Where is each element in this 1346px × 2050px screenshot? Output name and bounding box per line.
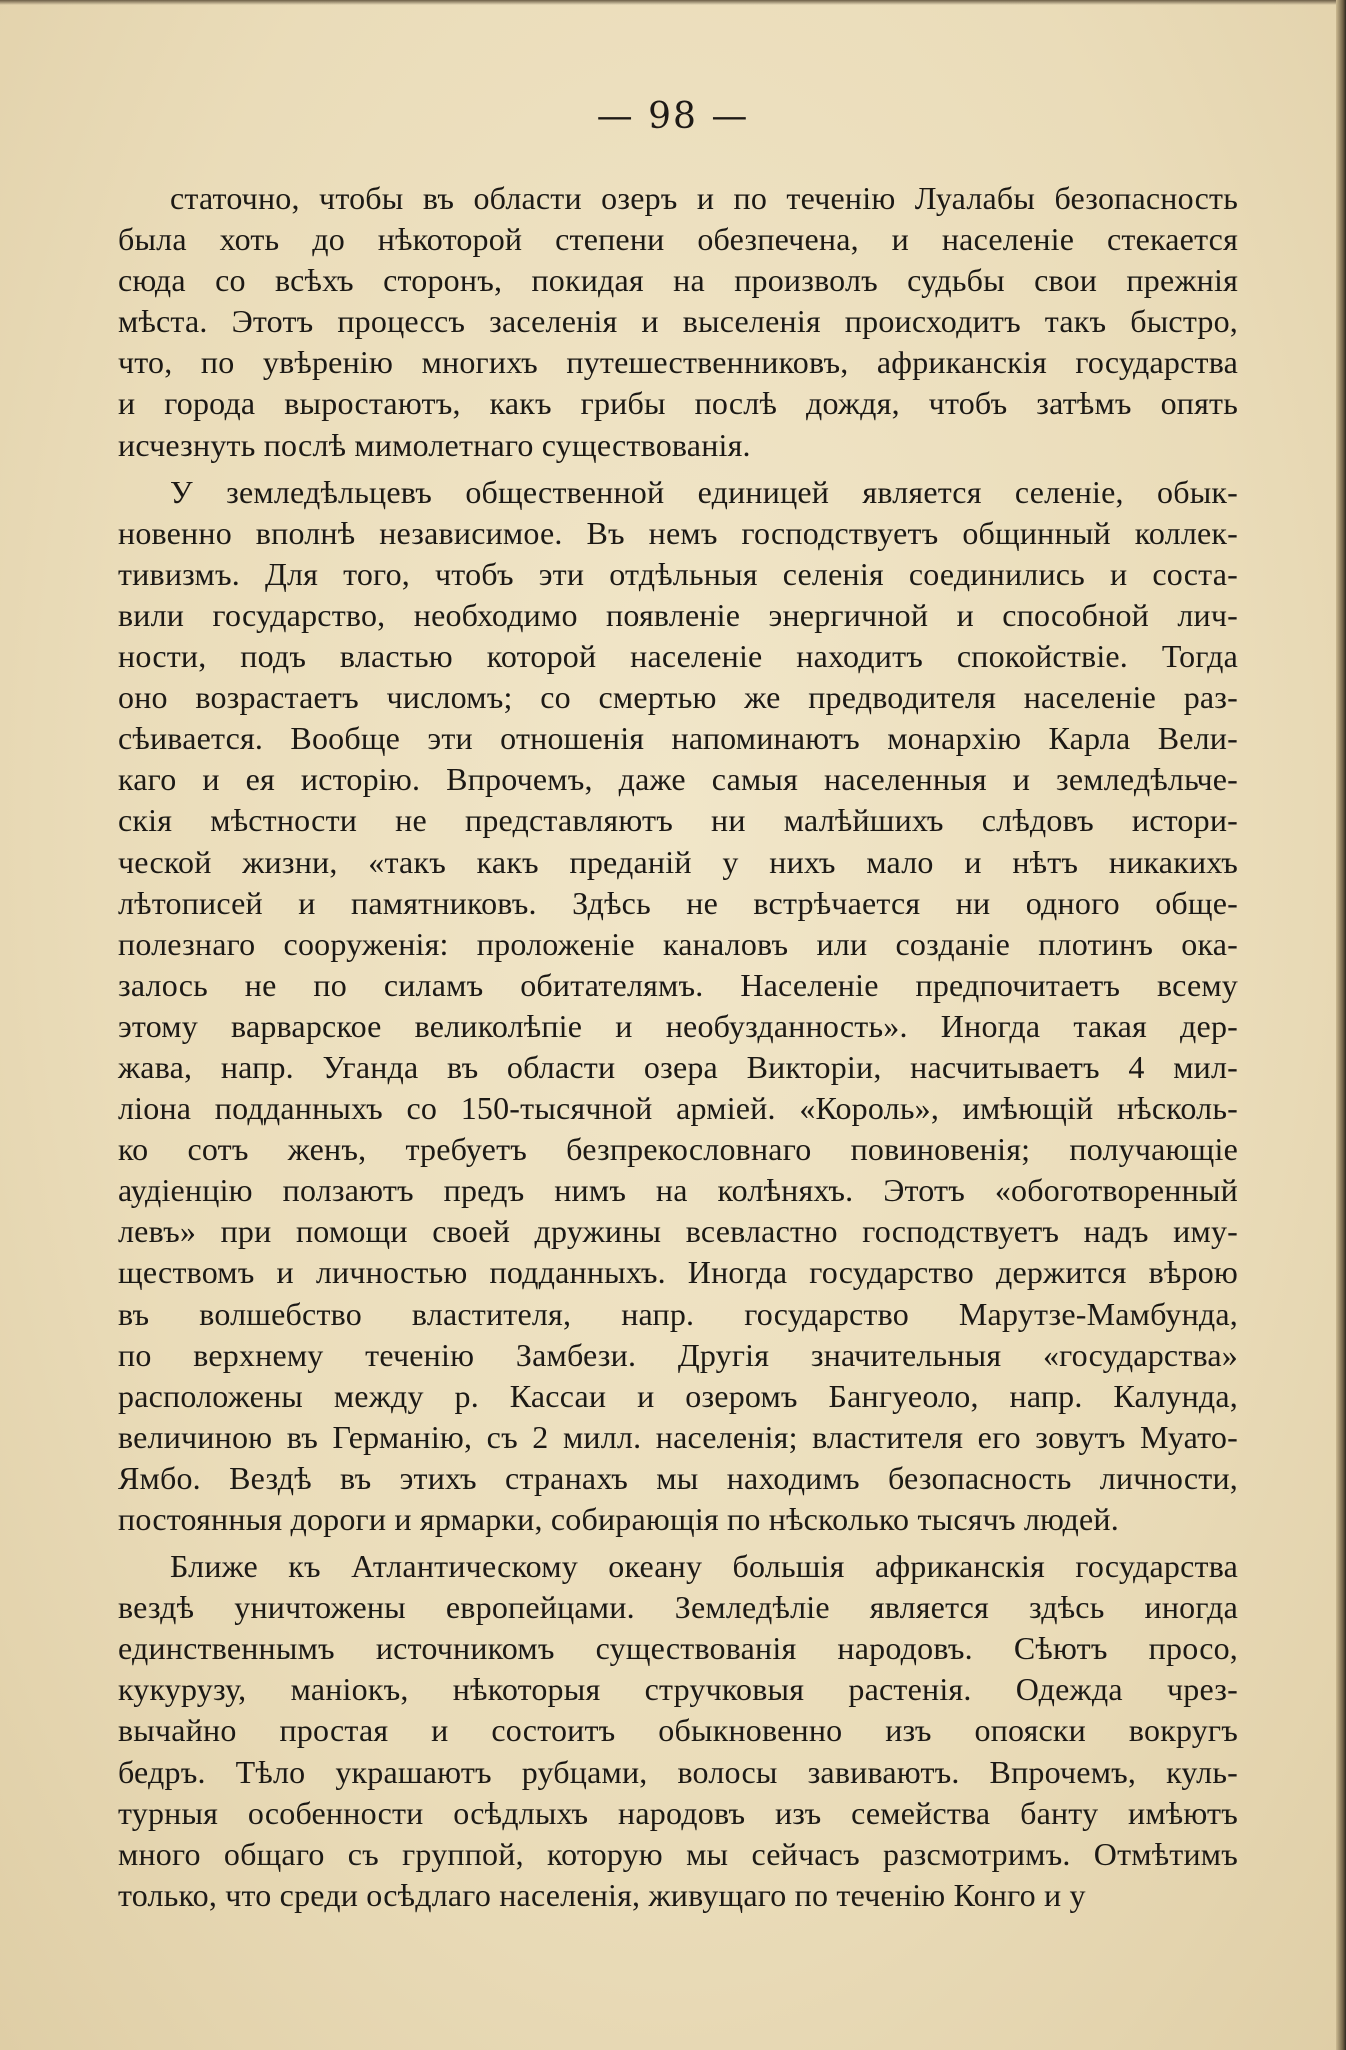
text-line: вычайно простая и состоитъ обыкновенно изъ опояски вокругъ bbox=[118, 1712, 1238, 1749]
text-line: вездѣ уничтожены европейцами. Земледѣліе является здѣсь иногда bbox=[118, 1589, 1238, 1626]
text-line: Ближе къ Атлантическому океану большія африканскія государства bbox=[170, 1548, 1238, 1585]
text-line: единственнымъ источникомъ существованія народовъ. Сѣютъ просо, bbox=[118, 1630, 1238, 1667]
paragraph bbox=[118, 178, 1238, 466]
text-line: и города выростаютъ, какъ грибы послѣ дождя, чтобъ затѣмъ опять bbox=[118, 385, 1238, 422]
text-line: ности, подъ властью которой населеніе находитъ спокойствіе. Тогда bbox=[118, 638, 1238, 675]
text-line: ліона подданныхъ со 150-тысячной арміей. «Король», имѣющій нѣсколь- bbox=[118, 1090, 1238, 1127]
text-line: Ямбо. Вездѣ въ этихъ странахъ мы находимъ безопасность личности, bbox=[118, 1459, 1238, 1496]
text-line: ко сотъ женъ, требуетъ безпрекословнаго повиновенія; получающіе bbox=[118, 1131, 1238, 1168]
text-line: статочно, чтобы въ области озеръ и по теченію Луалабы безопасность bbox=[170, 180, 1238, 216]
text-line: постоянныя дороги и ярмарки, собирающія по нѣсколько тысячъ людей. bbox=[118, 1501, 1119, 1537]
body-text bbox=[118, 178, 1238, 1916]
text-line: аудіенцію ползаютъ предъ нимъ на колѣняхъ. Этотъ «обоготворенный bbox=[118, 1172, 1238, 1209]
text-line: сѣивается. Вообще эти отношенія напоминаютъ монархію Карла Вели- bbox=[118, 720, 1238, 757]
text-line: величиною въ Германію, съ 2 милл. населенія; властителя его зовутъ Муато- bbox=[118, 1418, 1238, 1455]
book-spine-shadow bbox=[1336, 0, 1346, 2050]
text-line: оно возрастаетъ числомъ; со смертью же предводителя населеніе раз- bbox=[118, 679, 1238, 716]
text-line: вили государство, необходимо появленіе энергичной и способной лич- bbox=[118, 596, 1238, 633]
text-line: тивизмъ. Для того, чтобъ эти отдѣльныя селенія соединились и соста- bbox=[118, 555, 1238, 592]
text-line: полезнаго сооруженія: проложеніе каналовъ или созданіе плотинъ ока- bbox=[118, 925, 1238, 962]
text-line: много общаго съ группой, которую мы сейчасъ разсмотримъ. Отмѣтимъ bbox=[118, 1835, 1238, 1872]
text-line: ческой жизни, «такъ какъ преданій у нихъ мало и нѣтъ никакихъ bbox=[118, 843, 1238, 880]
paragraph bbox=[118, 472, 1238, 1540]
text-line: что, по увѣренію многихъ путешественниковъ, африканскія государства bbox=[118, 344, 1238, 381]
text-line: скія мѣстности не представляютъ ни малѣйшихъ слѣдовъ истори- bbox=[118, 802, 1238, 839]
paragraph bbox=[118, 1546, 1238, 1916]
text-line: левъ» при помощи своей дружины всевластно господствуетъ надъ иму- bbox=[118, 1213, 1238, 1250]
text-line: бедръ. Тѣло украшаютъ рубцами, волосы завиваютъ. Впрочемъ, куль- bbox=[118, 1753, 1238, 1790]
text-line: расположены между р. Кассаи и озеромъ Бангуеоло, напр. Калунда, bbox=[118, 1377, 1238, 1414]
text-line: въ волшебство властителя, напр. государство Марутзе-Мамбунда, bbox=[118, 1295, 1238, 1332]
text-line: была хоть до нѣкоторой степени обезпечена, и населеніе стекается bbox=[118, 221, 1238, 258]
text-line: кукурузу, маніокъ, нѣкоторыя стручковыя растенія. Одежда чрез- bbox=[118, 1671, 1238, 1708]
page-number: — 98 — bbox=[596, 96, 750, 137]
page-top-edge bbox=[0, 0, 1346, 5]
text-line: жава, напр. Уганда въ области озера Викторіи, насчитываетъ 4 мил- bbox=[118, 1048, 1238, 1085]
text-line: новенно вполнѣ независимое. Въ немъ господствуетъ общинный коллек- bbox=[118, 514, 1238, 551]
text-line: этому варварское великолѣпіе и необузданность». Иногда такая дер- bbox=[118, 1007, 1238, 1044]
text-line: турныя особенности осѣдлыхъ народовъ изъ семейства банту имѣютъ bbox=[118, 1794, 1238, 1831]
text-line: исчезнуть послѣ мимолетнаго существованія. bbox=[118, 426, 751, 463]
text-line: мѣста. Этотъ процессъ заселенія и выселенія происходитъ такъ быстро, bbox=[118, 303, 1238, 340]
text-line: залось не по силамъ обитателямъ. Населеніе предпочитаетъ всему bbox=[118, 966, 1238, 1003]
text-line: только, что среди осѣдлаго населенія, живущаго по теченію Конго и у bbox=[118, 1876, 1086, 1913]
text-line: сюда со всѣхъ сторонъ, покидая на произволъ судьбы свои прежнія bbox=[118, 262, 1238, 299]
text-line: лѣтописей и памятниковъ. Здѣсь не встрѣчается ни одного обще- bbox=[118, 884, 1238, 921]
text-line: каго и ея исторію. Впрочемъ, даже самыя населенныя и земледѣльче- bbox=[118, 761, 1238, 798]
text-line: по верхнему теченію Замбези. Другія значительныя «государства» bbox=[118, 1336, 1238, 1373]
text-line: У земледѣльцевъ общественной единицей является селеніе, обык- bbox=[170, 473, 1238, 510]
text-line: ществомъ и личностью подданныхъ. Иногда государство держится вѣрою bbox=[118, 1254, 1238, 1291]
